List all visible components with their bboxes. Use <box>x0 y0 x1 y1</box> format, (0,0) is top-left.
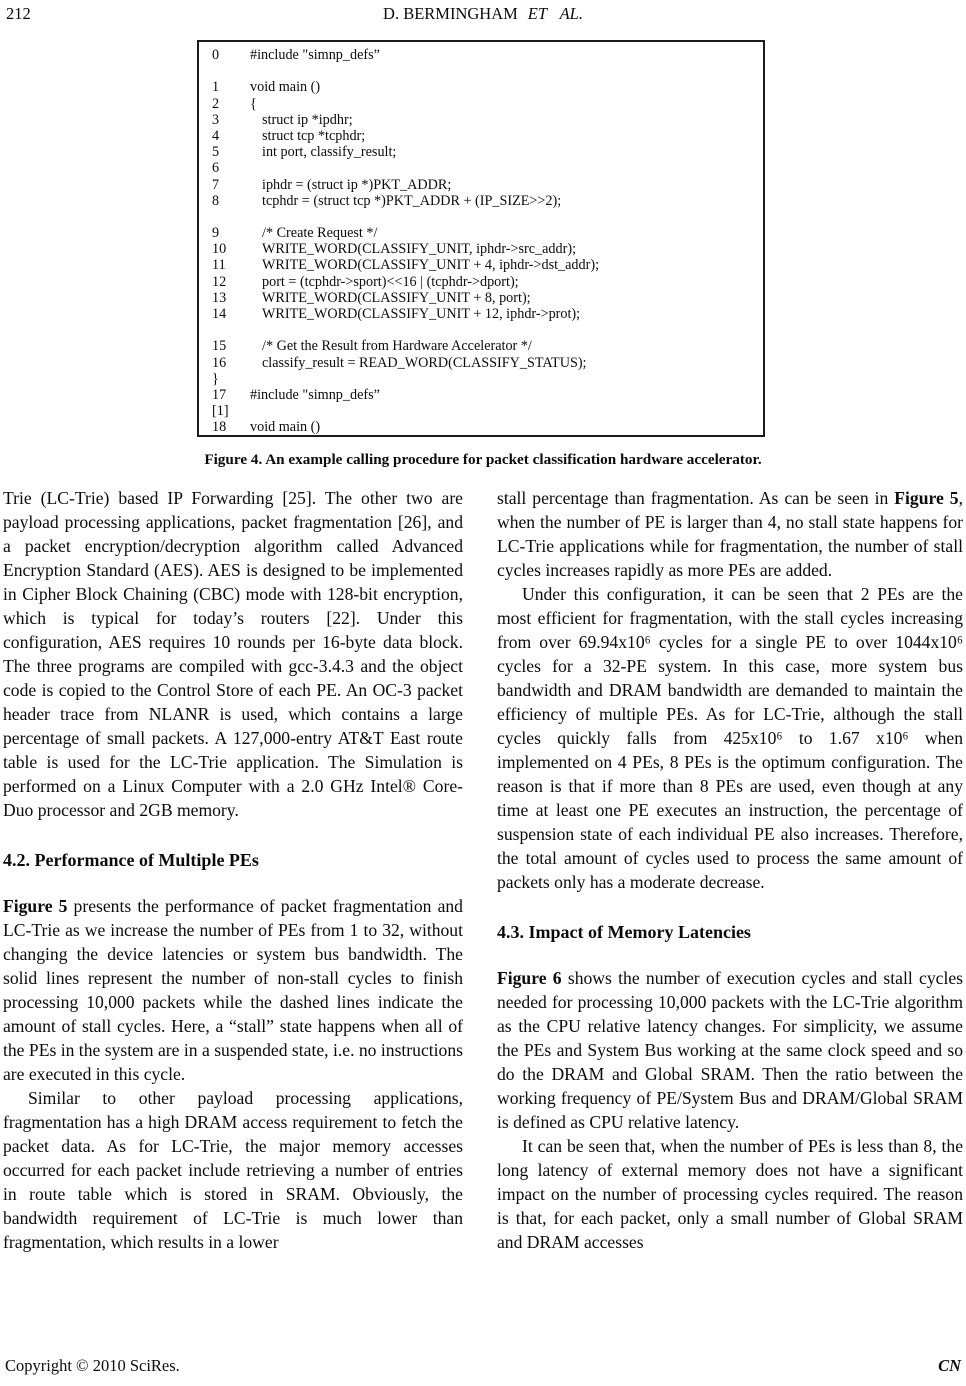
figure-reference: Figure 6 <box>497 968 562 988</box>
code-line-text: WRITE_WORD(CLASSIFY_UNIT + 4, iphdr->dst_addr); <box>262 257 600 274</box>
paragraph <box>497 582 963 894</box>
code-line <box>212 47 755 63</box>
text-run: Similar to other payload processing applications, fragmentation has a high DRAM access requirement to fetch the packet data. As for LC-Trie, the major memory accesses occurred for each packet include retrieving a number of entries in route table which is stored in SRAM. Obviously, the bandwidth requirement of LC-Trie is much lower than fragmentation, which results in a lower <box>3 1088 463 1252</box>
body-columns <box>3 486 963 1254</box>
code-line-number: 12 <box>212 273 227 290</box>
code-line-number: 0 <box>212 47 220 63</box>
text-run: , when the number of PE is larger than 4, no stall state happens for LC-Trie applications while for fragmentation, the number of stall cycles increases rapidly as more PEs are added. <box>497 488 963 580</box>
text-run: presents the performance of packet fragmentation and LC-Trie as we increase the number of PEs from 1 to 32, without changing the device latencies or system bus bandwidth. The solid lines represent the number of non-stall cycles to finish processing 10,000 packets while the dashed lines indicate the amount of stall cycles. Here, a “stall” state happens when all of the PEs in the system are in a suspended state, i.e. no instructions are executed in this cycle. <box>3 896 463 1084</box>
code-line-number: } <box>212 370 219 387</box>
paragraph <box>497 966 963 1134</box>
code-line-text: iphdr = (struct ip *)PKT_ADDR; <box>262 176 452 193</box>
code-line-number: 18 <box>212 419 227 436</box>
code-line-number: 9 <box>212 225 220 242</box>
code-line <box>212 160 755 176</box>
code-line-text: /* Get the Result from Hardware Accelerator */ <box>262 338 532 355</box>
code-line <box>212 112 755 128</box>
section-heading-4-3: 4.3. Impact of Memory Latencies <box>497 922 751 942</box>
code-line <box>212 338 755 354</box>
code-line-text: struct ip *ipdhr; <box>262 111 353 128</box>
text-run: stall percentage than fragmentation. As can be seen in <box>497 488 895 508</box>
paragraph <box>3 486 463 822</box>
code-line-text: int port, classify_result; <box>262 144 397 161</box>
code-line <box>212 177 755 193</box>
code-line-text <box>250 160 262 176</box>
code-line-number: 17 <box>212 386 227 403</box>
code-line <box>212 257 755 273</box>
paragraph <box>3 1086 463 1254</box>
code-line <box>212 144 755 160</box>
figure4-caption: Figure 4. An example calling procedure for packet classification hardware accelerator. <box>204 451 762 468</box>
running-head <box>0 4 966 24</box>
code-line-number: [1] <box>212 403 229 420</box>
code-line-text: port = (tcphdr->sport)<<16 | (tcphdr->dport); <box>262 273 519 290</box>
code-line-number: 7 <box>212 176 220 193</box>
code-line <box>212 79 755 95</box>
code-line-number: 3 <box>212 111 220 128</box>
running-head-etal: ET AL. <box>527 4 583 23</box>
right-column <box>497 486 963 1254</box>
code-line-text: struct tcp *tcphdr; <box>262 127 366 144</box>
section-heading-4-2: 4.2. Performance of Multiple PEs <box>3 850 259 870</box>
code-line-text: #include "simnp_defs” <box>250 386 380 403</box>
code-line-text: WRITE_WORD(CLASSIFY_UNIT + 12, iphdr->prot); <box>262 306 581 322</box>
code-line-number: 1 <box>212 79 220 96</box>
code-line <box>212 274 755 290</box>
code-line <box>212 355 755 371</box>
code-line <box>212 290 755 306</box>
running-head-authors: D. BERMINGHAM <box>383 4 518 23</box>
journal-abbreviation: CN <box>938 1356 961 1375</box>
code-line-number: 4 <box>212 127 220 144</box>
code-line-text: WRITE_WORD(CLASSIFY_UNIT, iphdr->src_addr); <box>262 241 577 258</box>
code-lines <box>212 47 755 436</box>
code-line <box>212 322 755 338</box>
code-line <box>212 387 755 403</box>
text-run: Trie (LC-Trie) based IP Forwarding [25]. The other two are payload processing applications, packet fragmentation [26], and a packet encryption/decryption algorithm called Advanced Encryption Standard (AES). AES is designed to be implemented in Cipher Block Chaining (CBC) mode with 128-bit encryption, which is typical for today’s routers [22]. Under this configuration, AES requires 10 rounds per 16-byte data block. The three programs are compiled with gcc-3.4.3 and the object code is copied to the Control Store of each PE. An OC-3 packet header trace from NLANR is used, which contains a large percentage of small packets. A 127,000-entry AT&T East route table is used for the LC-Trie application. The Simulation is performed on a Linux Computer with a 2.0 GHz Intel® Core-Duo processor and 2GB memory. <box>3 488 463 820</box>
figure-reference: Figure 5 <box>894 488 959 508</box>
code-line-number: 15 <box>212 338 227 355</box>
code-line-text: tcphdr = (struct tcp *)PKT_ADDR + (IP_SIZE>>2); <box>262 192 562 209</box>
copyright-notice: Copyright © 2010 SciRes. <box>5 1356 180 1375</box>
code-line <box>212 193 755 209</box>
left-column <box>3 486 463 1254</box>
code-line-text: void main () <box>250 419 321 436</box>
code-line-text: WRITE_WORD(CLASSIFY_UNIT + 8, port); <box>262 289 531 306</box>
code-line-number: 6 <box>212 160 220 177</box>
paragraph <box>497 486 963 582</box>
figure-reference: Figure 5 <box>3 896 68 916</box>
code-line <box>212 96 755 112</box>
code-line-number: 13 <box>212 289 227 306</box>
paragraph <box>3 894 463 1086</box>
text-run: shows the number of execution cycles and stall cycles needed for processing 10,000 packets with the LC-Trie algorithm as the CPU relative latency changes. For simplicity, we assume the PEs and System Bus working at the same clock speed and so do the DRAM and Global SRAM. Then the ratio between the working frequency of PE/System Bus and DRAM/Global SRAM is defined as CPU relative latency. <box>497 968 963 1132</box>
figure4-code-listing <box>197 40 765 437</box>
code-line-text: classify_result = READ_WORD(CLASSIFY_STATUS); <box>262 354 587 371</box>
paragraph <box>497 1134 963 1254</box>
code-line-text: { <box>250 95 257 112</box>
code-line-number: 5 <box>212 144 220 161</box>
code-line <box>212 225 755 241</box>
code-line-text: #include "simnp_defs” <box>250 47 380 63</box>
code-line <box>212 209 755 225</box>
code-line-number: 8 <box>212 192 220 209</box>
code-line <box>212 306 755 322</box>
code-line <box>212 63 755 79</box>
code-line <box>212 371 755 387</box>
code-line-number: 14 <box>212 306 227 322</box>
code-line-text: /* Create Request */ <box>262 225 378 242</box>
code-line <box>212 241 755 257</box>
code-line <box>212 419 755 435</box>
code-line-number: 16 <box>212 354 227 371</box>
page-number: 212 <box>6 4 31 23</box>
text-run: Under this configuration, it can be seen that 2 PEs are the most efficient for fragmentation, with the stall cycles increasing from over 69.94x10⁶ cycles for a single PE to over 1044x10⁶ cycles for a 32-PE system. In this case, more system bus bandwidth and DRAM bandwidth are demanded to maintain the efficiency of multiple PEs. As for LC-Trie, although the stall cycles quickly falls from 425x10⁶ to 1.67 x10⁶ when implemented on 4 PEs, 8 PEs is the optimum configuration. The reason is that if more than 8 PEs are used, even though at any time at least one PE executes an instruction, the percentage of suspension state of each individual PE also increases. Therefore, the total amount of cycles used to process the same amount of packets only has a moderate decrease. <box>497 584 963 892</box>
code-line-number: 10 <box>212 241 227 258</box>
code-line <box>212 128 755 144</box>
text-run: It can be seen that, when the number of PEs is less than 8, the long latency of external memory does not have a significant impact on the number of processing cycles required. The reason is that, for each packet, only a small number of Global SRAM and DRAM accesses <box>497 1136 963 1252</box>
code-line-text: void main () <box>250 79 321 96</box>
code-line-number: 2 <box>212 95 220 112</box>
code-line <box>212 403 755 419</box>
code-line-number: 11 <box>212 257 226 274</box>
